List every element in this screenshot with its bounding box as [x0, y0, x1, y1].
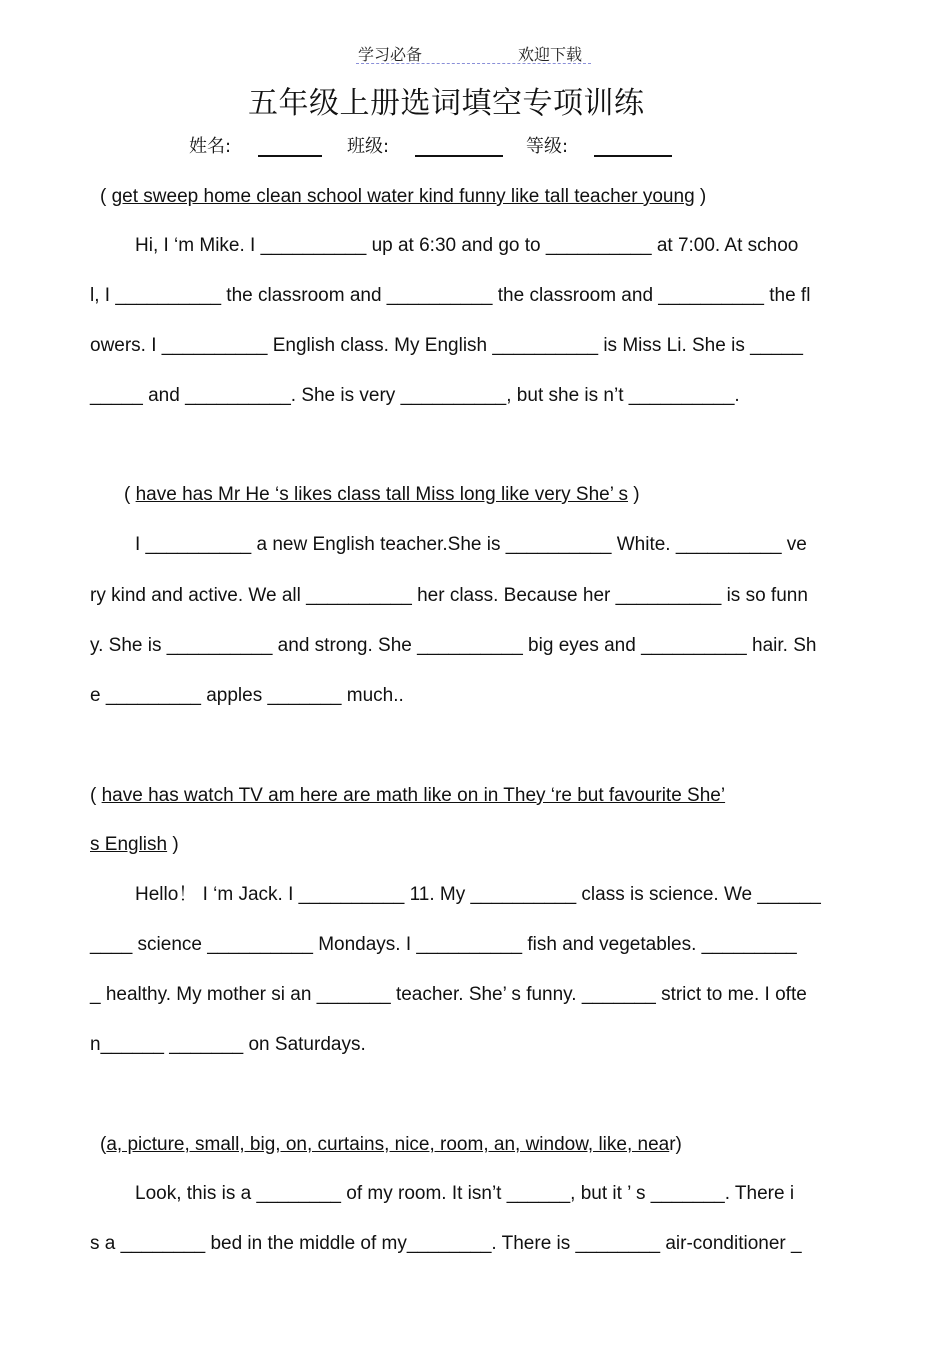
- name-blank: [258, 155, 322, 157]
- header-rule: [356, 63, 591, 64]
- word-bank-2: ( have has Mr He ‘s likes class tall Miss long like very She’ s ): [124, 484, 640, 505]
- passage-3-line-1: Hello！ I ‘m Jack. I __________ 11. My __________ class is science. We ______: [135, 884, 821, 905]
- grade-label: 等级:: [526, 136, 569, 157]
- class-label: 班级:: [347, 136, 390, 157]
- passage-2-line-4: e _________ apples _______ much..: [90, 685, 404, 706]
- name-label: 姓名:: [189, 136, 232, 157]
- page-title: 五年级上册选词填空专项训练: [248, 86, 645, 121]
- passage-2-line-1: I __________ a new English teacher.She is __________ White. __________ ve: [135, 534, 807, 555]
- word-bank-1: ( get sweep home clean school water kind funny like tall teacher young ): [100, 186, 707, 207]
- header-left-text: 学习必备: [358, 45, 423, 64]
- word-bank-4: (a, picture, small, big, on, curtains, nice, room, an, window, like, near): [100, 1134, 682, 1155]
- passage-4-line-2: s a ________ bed in the middle of my________. There is ________ air-conditioner _: [90, 1233, 802, 1254]
- word-bank-3: ( have has watch TV am here are math like on in They ‘re but favourite She’: [90, 785, 726, 806]
- passage-3-line-3: _ healthy. My mother si an _______ teacher. She’ s funny. _______ strict to me. I ofte: [90, 984, 807, 1005]
- passage-1-line-3: owers. I __________ English class. My English __________ is Miss Li. She is _____: [90, 335, 803, 356]
- passage-2-line-2: ry kind and active. We all __________ her class. Because her __________ is so funn: [90, 585, 808, 606]
- passage-2-line-3: y. She is __________ and strong. She __________ big eyes and __________ hair. Sh: [90, 635, 817, 656]
- header-right-text: 欢迎下载: [518, 45, 583, 64]
- passage-1-line-1: Hi, I ‘m Mike. I __________ up at 6:30 and go to __________ at 7:00. At schoo: [135, 235, 799, 256]
- passage-3-line-4: n______ _______ on Saturdays.: [90, 1034, 366, 1055]
- passage-1-line-2: l, I __________ the classroom and __________ the classroom and __________ the fl: [90, 285, 811, 306]
- passage-1-line-4: _____ and __________. She is very __________, but she is n’t __________.: [90, 385, 740, 406]
- grade-blank: [594, 155, 672, 157]
- class-blank: [415, 155, 503, 157]
- word-bank-3-cont: s English ): [90, 834, 179, 855]
- passage-4-line-1: Look, this is a ________ of my room. It isn’t ______, but it ’ s _______. There i: [135, 1183, 795, 1204]
- passage-3-line-2: ____ science __________ Mondays. I __________ fish and vegetables. _________: [90, 934, 797, 955]
